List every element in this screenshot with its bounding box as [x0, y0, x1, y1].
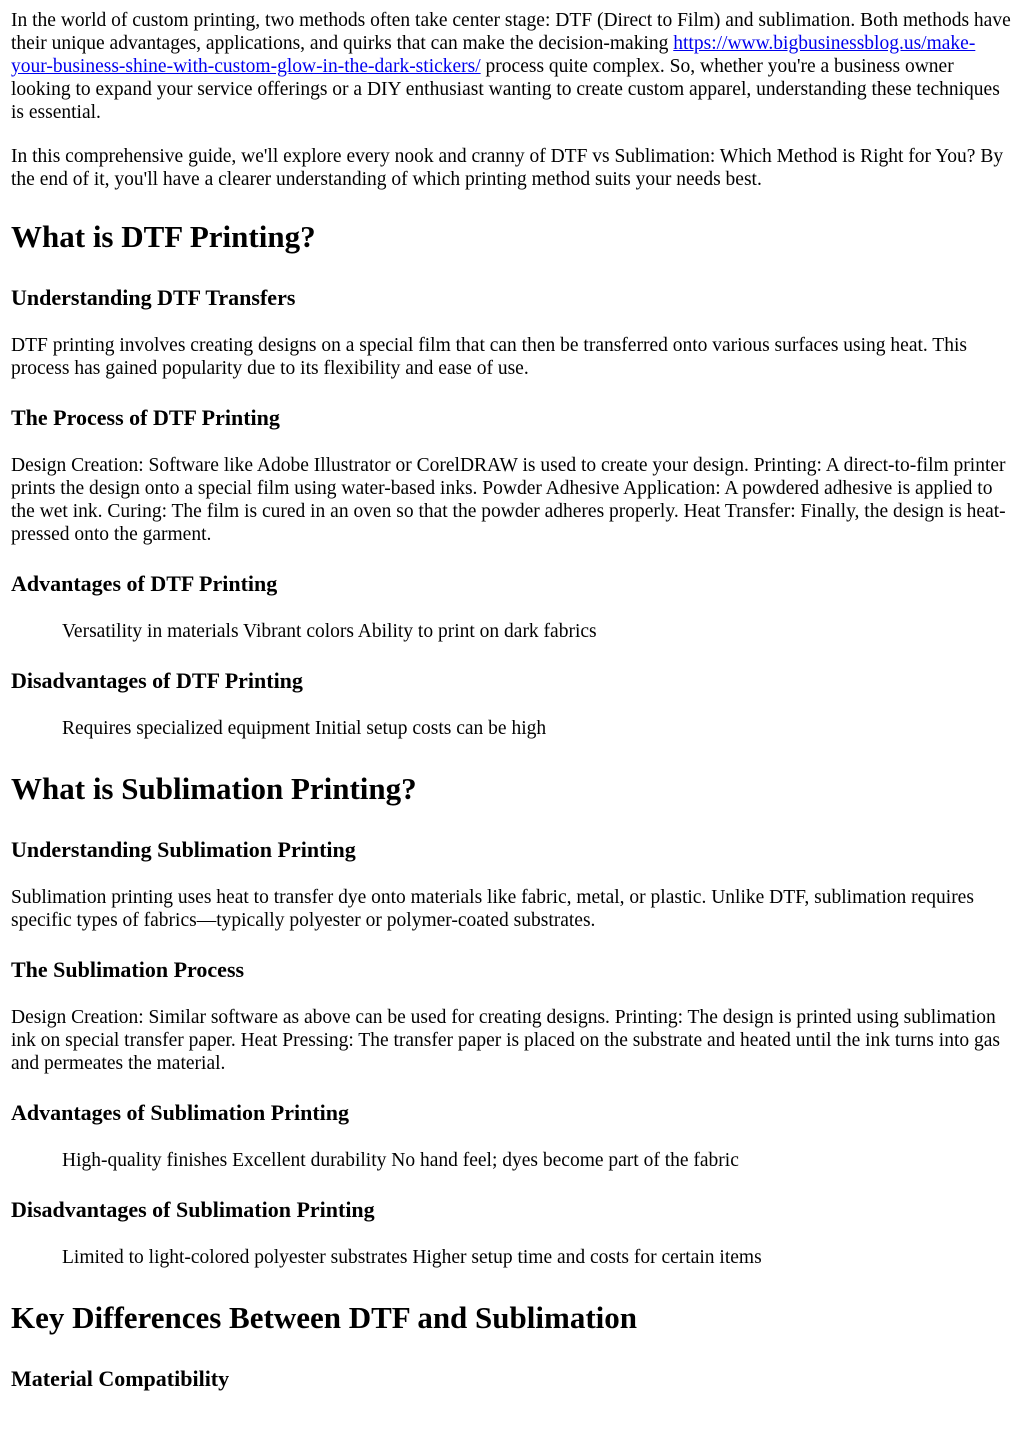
intro-text-before-link: In the world of custom printing, two methods often take center stage: DTF (Direct to Film) and sublimation. Both methods have their unique advantages, applications, and quirks that can make the decision-making [11, 10, 1011, 54]
sublimation-advantages-heading: Advantages of Sublimation Printing [11, 1100, 349, 1125]
intro-paragraph-2: In this comprehensive guide, we'll explore every nook and cranny of DTF vs Sublimation: Which Method is Right for You? By the end of it, you'll have a clearer understanding of which printing method suits your needs best. [11, 146, 1004, 190]
sublimation-process-text: Design Creation: Similar software as above can be used for creating designs. Printing: The design is printed using sublimation ink on special transfer paper. Heat Pressing: The transfer paper is placed on the substrate and heated until the ink turns into gas and permeates the material. [11, 1007, 1000, 1074]
dtf-disadvantages-list: Requires specialized equipment Initial setup costs can be high [62, 718, 547, 739]
sublimation-section-title: What is Sublimation Printing? [11, 771, 417, 806]
dtf-disadvantages-heading: Disadvantages of DTF Printing [11, 668, 303, 693]
sublimation-understanding-heading: Understanding Sublimation Printing [11, 837, 356, 862]
sublimation-advantages-list: High-quality finishes Excellent durability No hand feel; dyes become part of the fabric [62, 1150, 739, 1171]
dtf-understanding-heading: Understanding DTF Transfers [11, 285, 296, 310]
dtf-advantages-list: Versatility in materials Vibrant colors Ability to print on dark fabrics [62, 621, 597, 642]
dtf-understanding-text: DTF printing involves creating designs on a special film that can then be transferred onto various surfaces using heat. This process has gained popularity due to its flexibility and ease of use. [11, 335, 967, 379]
dtf-process-text: Design Creation: Software like Adobe Illustrator or CorelDRAW is used to create your design. Printing: A direct-to-film printer prints the design onto a special film using water-based inks. Powder Adhesive Application: A powdered adhesive is applied to the wet ink. Curing: The film is cured in an oven so that the powder adheres properly. Heat Transfer: Finally, the design is heat-pressed onto the garment. [11, 455, 1006, 545]
sublimation-disadvantages-list: Limited to light-colored polyester substrates Higher setup time and costs for certain items [62, 1247, 762, 1268]
sublimation-disadvantages-heading: Disadvantages of Sublimation Printing [11, 1197, 375, 1222]
material-compatibility-heading: Material Compatibility [11, 1366, 230, 1391]
sublimation-process-heading: The Sublimation Process [11, 957, 245, 982]
dtf-process-heading: The Process of DTF Printing [11, 405, 280, 430]
dtf-advantages-heading: Advantages of DTF Printing [11, 571, 278, 596]
sublimation-understanding-text: Sublimation printing uses heat to transfer dye onto materials like fabric, metal, or plastic. Unlike DTF, sublimation requires specific types of fabrics—typically polyester or polymer-coated substrates. [11, 887, 974, 931]
intro-paragraph-1 [11, 9, 1013, 124]
glow-stickers-link[interactable]: https://www.bigbusinessblog.us/make-your-business-shine-with-custom-glow-in-the-dark-stickers/ [11, 33, 976, 77]
dtf-section-title: What is DTF Printing? [11, 219, 316, 254]
intro-text-after-link: process quite complex. So, whether you're a business owner looking to expand your service offerings or a DIY enthusiast wanting to create custom apparel, understanding these techniques is essential. [11, 56, 1000, 123]
differences-section-title: Key Differences Between DTF and Sublimation [11, 1300, 637, 1335]
